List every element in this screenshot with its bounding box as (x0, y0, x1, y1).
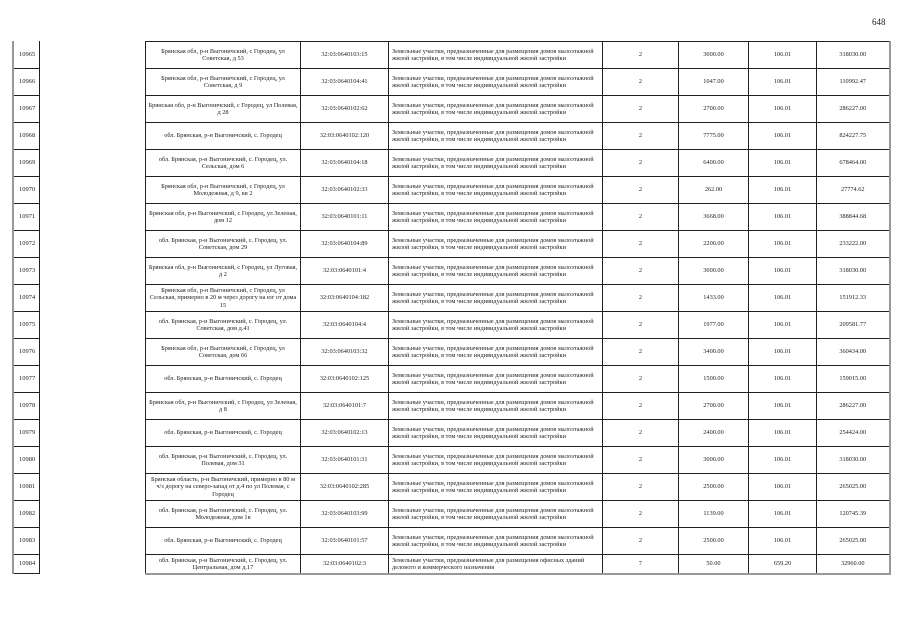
cell-group: 2 (603, 69, 679, 96)
cell-rate: 106.01 (749, 204, 817, 231)
table-row (146, 231, 890, 258)
id-row (13, 284, 39, 311)
cell-value: 388844.68 (817, 204, 890, 231)
cell-address: обл. Брянская, р-н Выгоничский, с. Городец (146, 123, 301, 150)
cell-group: 2 (603, 474, 679, 501)
id-row (13, 554, 39, 573)
cell-group: 2 (603, 204, 679, 231)
cell-area: 3400.00 (679, 339, 749, 366)
cell-group: 2 (603, 339, 679, 366)
table-row (146, 285, 890, 312)
table-row (146, 258, 890, 285)
id-row (13, 419, 39, 446)
cell-group: 2 (603, 123, 679, 150)
cell-description: Земельные участки, предназначенные для размещения домов малоэтажной жилой застройки, в том числе индивидуальной жилой застройки (389, 285, 603, 312)
cell-rate: 106.01 (749, 393, 817, 420)
cell-cadastral: 32:03:0640102:3 (301, 555, 389, 574)
cell-description: Земельные участки, предназначенные для размещения домов малоэтажной жилой застройки, в том числе индивидуальной жилой застройки (389, 69, 603, 96)
cell-group: 2 (603, 366, 679, 393)
cell-description: Земельные участки, предназначенные для размещения офисных зданий делового и коммерческого назначения (389, 555, 603, 574)
land-plots-table (145, 41, 891, 575)
cell-address: обл. Брянская, р-н Выгоничский, с. Городец, ул. Советская, дом 29 (146, 231, 301, 258)
cell-cadastral: 32:03:0640102:120 (301, 123, 389, 150)
cell-group: 2 (603, 177, 679, 204)
cell-cadastral: 32:03:0640104:4 (301, 312, 389, 339)
table-row (146, 528, 890, 555)
cell-area: 1433.00 (679, 285, 749, 312)
cell-group: 2 (603, 285, 679, 312)
cell-address: Брянская обл, р-н Выгоничский, с Городец, ул Молодежная, д 9, кв 2 (146, 177, 301, 204)
cell-value: 209581.77 (817, 312, 890, 339)
cell-rate: 106.01 (749, 96, 817, 123)
cell-area: 6400.00 (679, 150, 749, 177)
cell-rate: 106.01 (749, 258, 817, 285)
cell-area: 1047.00 (679, 69, 749, 96)
cell-address: обл. Брянская, р-н Выгоничский, с. Городец, ул. Молодежная, дом 1в (146, 501, 301, 528)
row-id: 10972 (13, 230, 39, 257)
id-row (13, 203, 39, 230)
table-row (146, 555, 890, 574)
cell-group: 2 (603, 96, 679, 123)
row-id: 10977 (13, 365, 39, 392)
cell-cadastral: 32:03:0640102:13 (301, 420, 389, 447)
cell-area: 3668.00 (679, 204, 749, 231)
table-row (146, 474, 890, 501)
cell-value: 678464.00 (817, 150, 890, 177)
cell-address: обл. Брянская, р-н Выгоничский, с. Городец, ул. Полевая, дом 31 (146, 447, 301, 474)
cell-address: Брянская обл, р-н Выгоничский, с Городец, ул Советская, д 9 (146, 69, 301, 96)
cell-group: 2 (603, 150, 679, 177)
cell-description: Земельные участки, предназначенные для размещения домов малоэтажной жилой застройки, в том числе индивидуальной жилой застройки (389, 231, 603, 258)
cell-group: 2 (603, 447, 679, 474)
table-row (146, 339, 890, 366)
id-row (13, 365, 39, 392)
cell-cadastral: 32:03:0640103:15 (301, 42, 389, 69)
cell-area: 50.00 (679, 555, 749, 574)
cell-rate: 106.01 (749, 474, 817, 501)
cell-group: 7 (603, 555, 679, 574)
cell-value: 151912.33 (817, 285, 890, 312)
cell-description: Земельные участки, предназначенные для размещения домов малоэтажной жилой застройки, в том числе индивидуальной жилой застройки (389, 447, 603, 474)
table-row (146, 312, 890, 339)
cell-description: Земельные участки, предназначенные для размещения домов малоэтажной жилой застройки, в том числе индивидуальной жилой застройки (389, 204, 603, 231)
cell-group: 2 (603, 42, 679, 69)
cell-value: 265025.00 (817, 528, 890, 555)
id-row (13, 176, 39, 203)
cell-address: обл. Брянская, р-н Выгоничский, с. Городец (146, 528, 301, 555)
cell-description: Земельные участки, предназначенные для размещения домов малоэтажной жилой застройки, в том числе индивидуальной жилой застройки (389, 420, 603, 447)
cell-group: 2 (603, 420, 679, 447)
row-id: 10971 (13, 203, 39, 230)
row-id: 10975 (13, 311, 39, 338)
row-id: 10968 (13, 122, 39, 149)
cell-description: Земельные участки, предназначенные для размещения домов малоэтажной жилой застройки, в том числе индивидуальной жилой застройки (389, 123, 603, 150)
cell-area: 2400.00 (679, 420, 749, 447)
table-row (146, 447, 890, 474)
cell-description: Земельные участки, предназначенные для размещения домов малоэтажной жилой застройки, в том числе индивидуальной жилой застройки (389, 150, 603, 177)
cell-address: обл. Брянская, р-н Выгоничский, с. Городец (146, 420, 301, 447)
cell-value: 286227.00 (817, 96, 890, 123)
cell-area: 2500.00 (679, 528, 749, 555)
cell-cadastral: 32:03:0640102:62 (301, 96, 389, 123)
table-row (146, 420, 890, 447)
table-row (146, 393, 890, 420)
cell-cadastral: 32:03:0640103:32 (301, 339, 389, 366)
cell-description: Земельные участки, предназначенные для размещения домов малоэтажной жилой застройки, в том числе индивидуальной жилой застройки (389, 366, 603, 393)
cell-area: 2700.00 (679, 393, 749, 420)
id-row (13, 473, 39, 500)
row-id: 10984 (13, 554, 39, 573)
cell-value: 254424.00 (817, 420, 890, 447)
cell-address: Брянская обл, р-н Выгоничский, с Городец, ул Луговая, д 2 (146, 258, 301, 285)
cell-rate: 106.01 (749, 528, 817, 555)
table-row (146, 123, 890, 150)
table-row (146, 204, 890, 231)
cell-rate: 106.01 (749, 231, 817, 258)
cell-value: 318030.00 (817, 42, 890, 69)
cell-description: Земельные участки, предназначенные для размещения домов малоэтажной жилой застройки, в том числе индивидуальной жилой застройки (389, 177, 603, 204)
row-id: 10965 (13, 41, 39, 68)
cell-value: 110992.47 (817, 69, 890, 96)
row-id: 10983 (13, 527, 39, 554)
cell-cadastral: 32:03:0640104:89 (301, 231, 389, 258)
cell-description: Земельные участки, предназначенные для размещения домов малоэтажной жилой застройки, в том числе индивидуальной жилой застройки (389, 474, 603, 501)
id-row (13, 122, 39, 149)
cell-group: 2 (603, 528, 679, 555)
cell-description: Земельные участки, предназначенные для размещения домов малоэтажной жилой застройки, в том числе индивидуальной жилой застройки (389, 96, 603, 123)
cell-area: 1977.00 (679, 312, 749, 339)
cell-value: 32960.00 (817, 555, 890, 574)
cell-rate: 106.01 (749, 312, 817, 339)
cell-area: 3000.00 (679, 258, 749, 285)
id-row (13, 149, 39, 176)
cell-cadastral: 32:03:0640102:33 (301, 177, 389, 204)
row-id: 10981 (13, 473, 39, 500)
cell-rate: 106.01 (749, 366, 817, 393)
cell-rate: 106.01 (749, 285, 817, 312)
cell-rate: 106.01 (749, 420, 817, 447)
cell-address: обл. Брянская, р-н Выгоничский, с. Городец, ул. Советская, дом д.41 (146, 312, 301, 339)
cell-area: 2500.00 (679, 474, 749, 501)
cell-rate: 106.01 (749, 447, 817, 474)
cell-group: 2 (603, 393, 679, 420)
cell-area: 262.00 (679, 177, 749, 204)
id-row (13, 338, 39, 365)
id-row (13, 446, 39, 473)
cell-cadastral: 32:03:0640104:41 (301, 69, 389, 96)
cell-address: Брянская обл, р-н Выгоничский, с Городец, ул Сельская, примерно в 20 м через дорогу на юг от дома 15 (146, 285, 301, 312)
cell-group: 2 (603, 312, 679, 339)
table-row (146, 177, 890, 204)
row-id: 10974 (13, 284, 39, 311)
cell-address: обл. Брянская, р-н Выгоничский, с. Городец (146, 366, 301, 393)
cell-rate: 106.01 (749, 339, 817, 366)
table-row (146, 96, 890, 123)
id-row (13, 41, 39, 68)
id-column (12, 41, 40, 574)
cell-address: Брянская область, р-н Выгоничский, примерно в 80 м ч/з дорогу на северо-запад от д.4 по ул Полевая, с Городец (146, 474, 301, 501)
cell-address: обл. Брянская, р-н Выгоничский, с. Городец, ул. Сельская, дом 6 (146, 150, 301, 177)
cell-area: 1139.00 (679, 501, 749, 528)
cell-value: 318030.00 (817, 447, 890, 474)
cell-cadastral: 32:03:0640101:4 (301, 258, 389, 285)
cell-value: 824227.75 (817, 123, 890, 150)
id-row (13, 230, 39, 257)
cell-area: 3000.00 (679, 42, 749, 69)
id-row (13, 257, 39, 284)
cell-rate: 659.20 (749, 555, 817, 574)
cell-description: Земельные участки, предназначенные для размещения домов малоэтажной жилой застройки, в том числе индивидуальной жилой застройки (389, 312, 603, 339)
cell-group: 2 (603, 501, 679, 528)
cell-value: 27774.62 (817, 177, 890, 204)
row-id: 10969 (13, 149, 39, 176)
table-row (146, 150, 890, 177)
cell-cadastral: 32:03:0640102:285 (301, 474, 389, 501)
cell-cadastral: 32:03:0640102:125 (301, 366, 389, 393)
cell-description: Земельные участки, предназначенные для размещения домов малоэтажной жилой застройки, в том числе индивидуальной жилой застройки (389, 528, 603, 555)
cell-rate: 106.01 (749, 501, 817, 528)
cell-value: 233222.00 (817, 231, 890, 258)
id-row (13, 392, 39, 419)
cell-rate: 106.01 (749, 123, 817, 150)
cell-value: 360434.00 (817, 339, 890, 366)
table-row (146, 69, 890, 96)
cell-rate: 106.01 (749, 150, 817, 177)
cell-address: Брянская обл, р-н Выгоничский, с Городец, ул Зеленая, дом 12 (146, 204, 301, 231)
row-id: 10980 (13, 446, 39, 473)
cell-value: 159015.00 (817, 366, 890, 393)
row-id: 10978 (13, 392, 39, 419)
cell-rate: 106.01 (749, 42, 817, 69)
cell-rate: 106.01 (749, 69, 817, 96)
table-row (146, 501, 890, 528)
cell-description: Земельные участки, предназначенные для размещения домов малоэтажной жилой застройки, в том числе индивидуальной жилой застройки (389, 501, 603, 528)
cell-address: обл. Брянская, р-н Выгоничский, с. Городец, ул. Центральная, дом д.17 (146, 555, 301, 574)
id-row (13, 68, 39, 95)
row-id: 10982 (13, 500, 39, 527)
cell-cadastral: 32:03:0640101:31 (301, 447, 389, 474)
cell-cadastral: 32:03:0640101:11 (301, 204, 389, 231)
cell-area: 1500.00 (679, 366, 749, 393)
cell-cadastral: 32:03:0640104:18 (301, 150, 389, 177)
id-row (13, 527, 39, 554)
page-number: 648 (872, 17, 886, 27)
cell-description: Земельные участки, предназначенные для размещения домов малоэтажной жилой застройки, в том числе индивидуальной жилой застройки (389, 42, 603, 69)
cell-description: Земельные участки, предназначенные для размещения домов малоэтажной жилой застройки, в том числе индивидуальной жилой застройки (389, 393, 603, 420)
cell-value: 265025.00 (817, 474, 890, 501)
cell-area: 2700.00 (679, 96, 749, 123)
cell-rate: 106.01 (749, 177, 817, 204)
cell-cadastral: 32:03:0640104:182 (301, 285, 389, 312)
cell-description: Земельные участки, предназначенные для размещения домов малоэтажной жилой застройки, в том числе индивидуальной жилой застройки (389, 339, 603, 366)
cell-area: 2200.00 (679, 231, 749, 258)
cell-area: 7775.00 (679, 123, 749, 150)
cell-group: 2 (603, 231, 679, 258)
cell-cadastral: 32:03:0640101:7 (301, 393, 389, 420)
id-row (13, 311, 39, 338)
cell-value: 120745.39 (817, 501, 890, 528)
row-id: 10966 (13, 68, 39, 95)
cell-area: 3000.00 (679, 447, 749, 474)
cell-group: 2 (603, 258, 679, 285)
cell-description: Земельные участки, предназначенные для размещения домов малоэтажной жилой застройки, в том числе индивидуальной жилой застройки (389, 258, 603, 285)
id-row (13, 95, 39, 122)
cell-cadastral: 32:03:0640101:57 (301, 528, 389, 555)
cell-address: Брянская обл, р-н Выгоничский, с Городец, ул Полевая, д 28 (146, 96, 301, 123)
row-id: 10979 (13, 419, 39, 446)
table-row (146, 42, 890, 69)
id-row (13, 500, 39, 527)
cell-cadastral: 32:03:0640103:99 (301, 501, 389, 528)
row-id: 10976 (13, 338, 39, 365)
cell-address: Брянская обл, р-н Выгоничский, с Городец, ул Зеленая, д 8 (146, 393, 301, 420)
cell-value: 286227.00 (817, 393, 890, 420)
cell-value: 318030.00 (817, 258, 890, 285)
cell-address: Брянская обл, р-н Выгоничский, с Городец, ул Советская, дом 66 (146, 339, 301, 366)
row-id: 10967 (13, 95, 39, 122)
table-row (146, 366, 890, 393)
row-id: 10970 (13, 176, 39, 203)
row-id: 10973 (13, 257, 39, 284)
cell-address: Брянская обл, р-н Выгоничский, с Городец, ул Советская, д 53 (146, 42, 301, 69)
